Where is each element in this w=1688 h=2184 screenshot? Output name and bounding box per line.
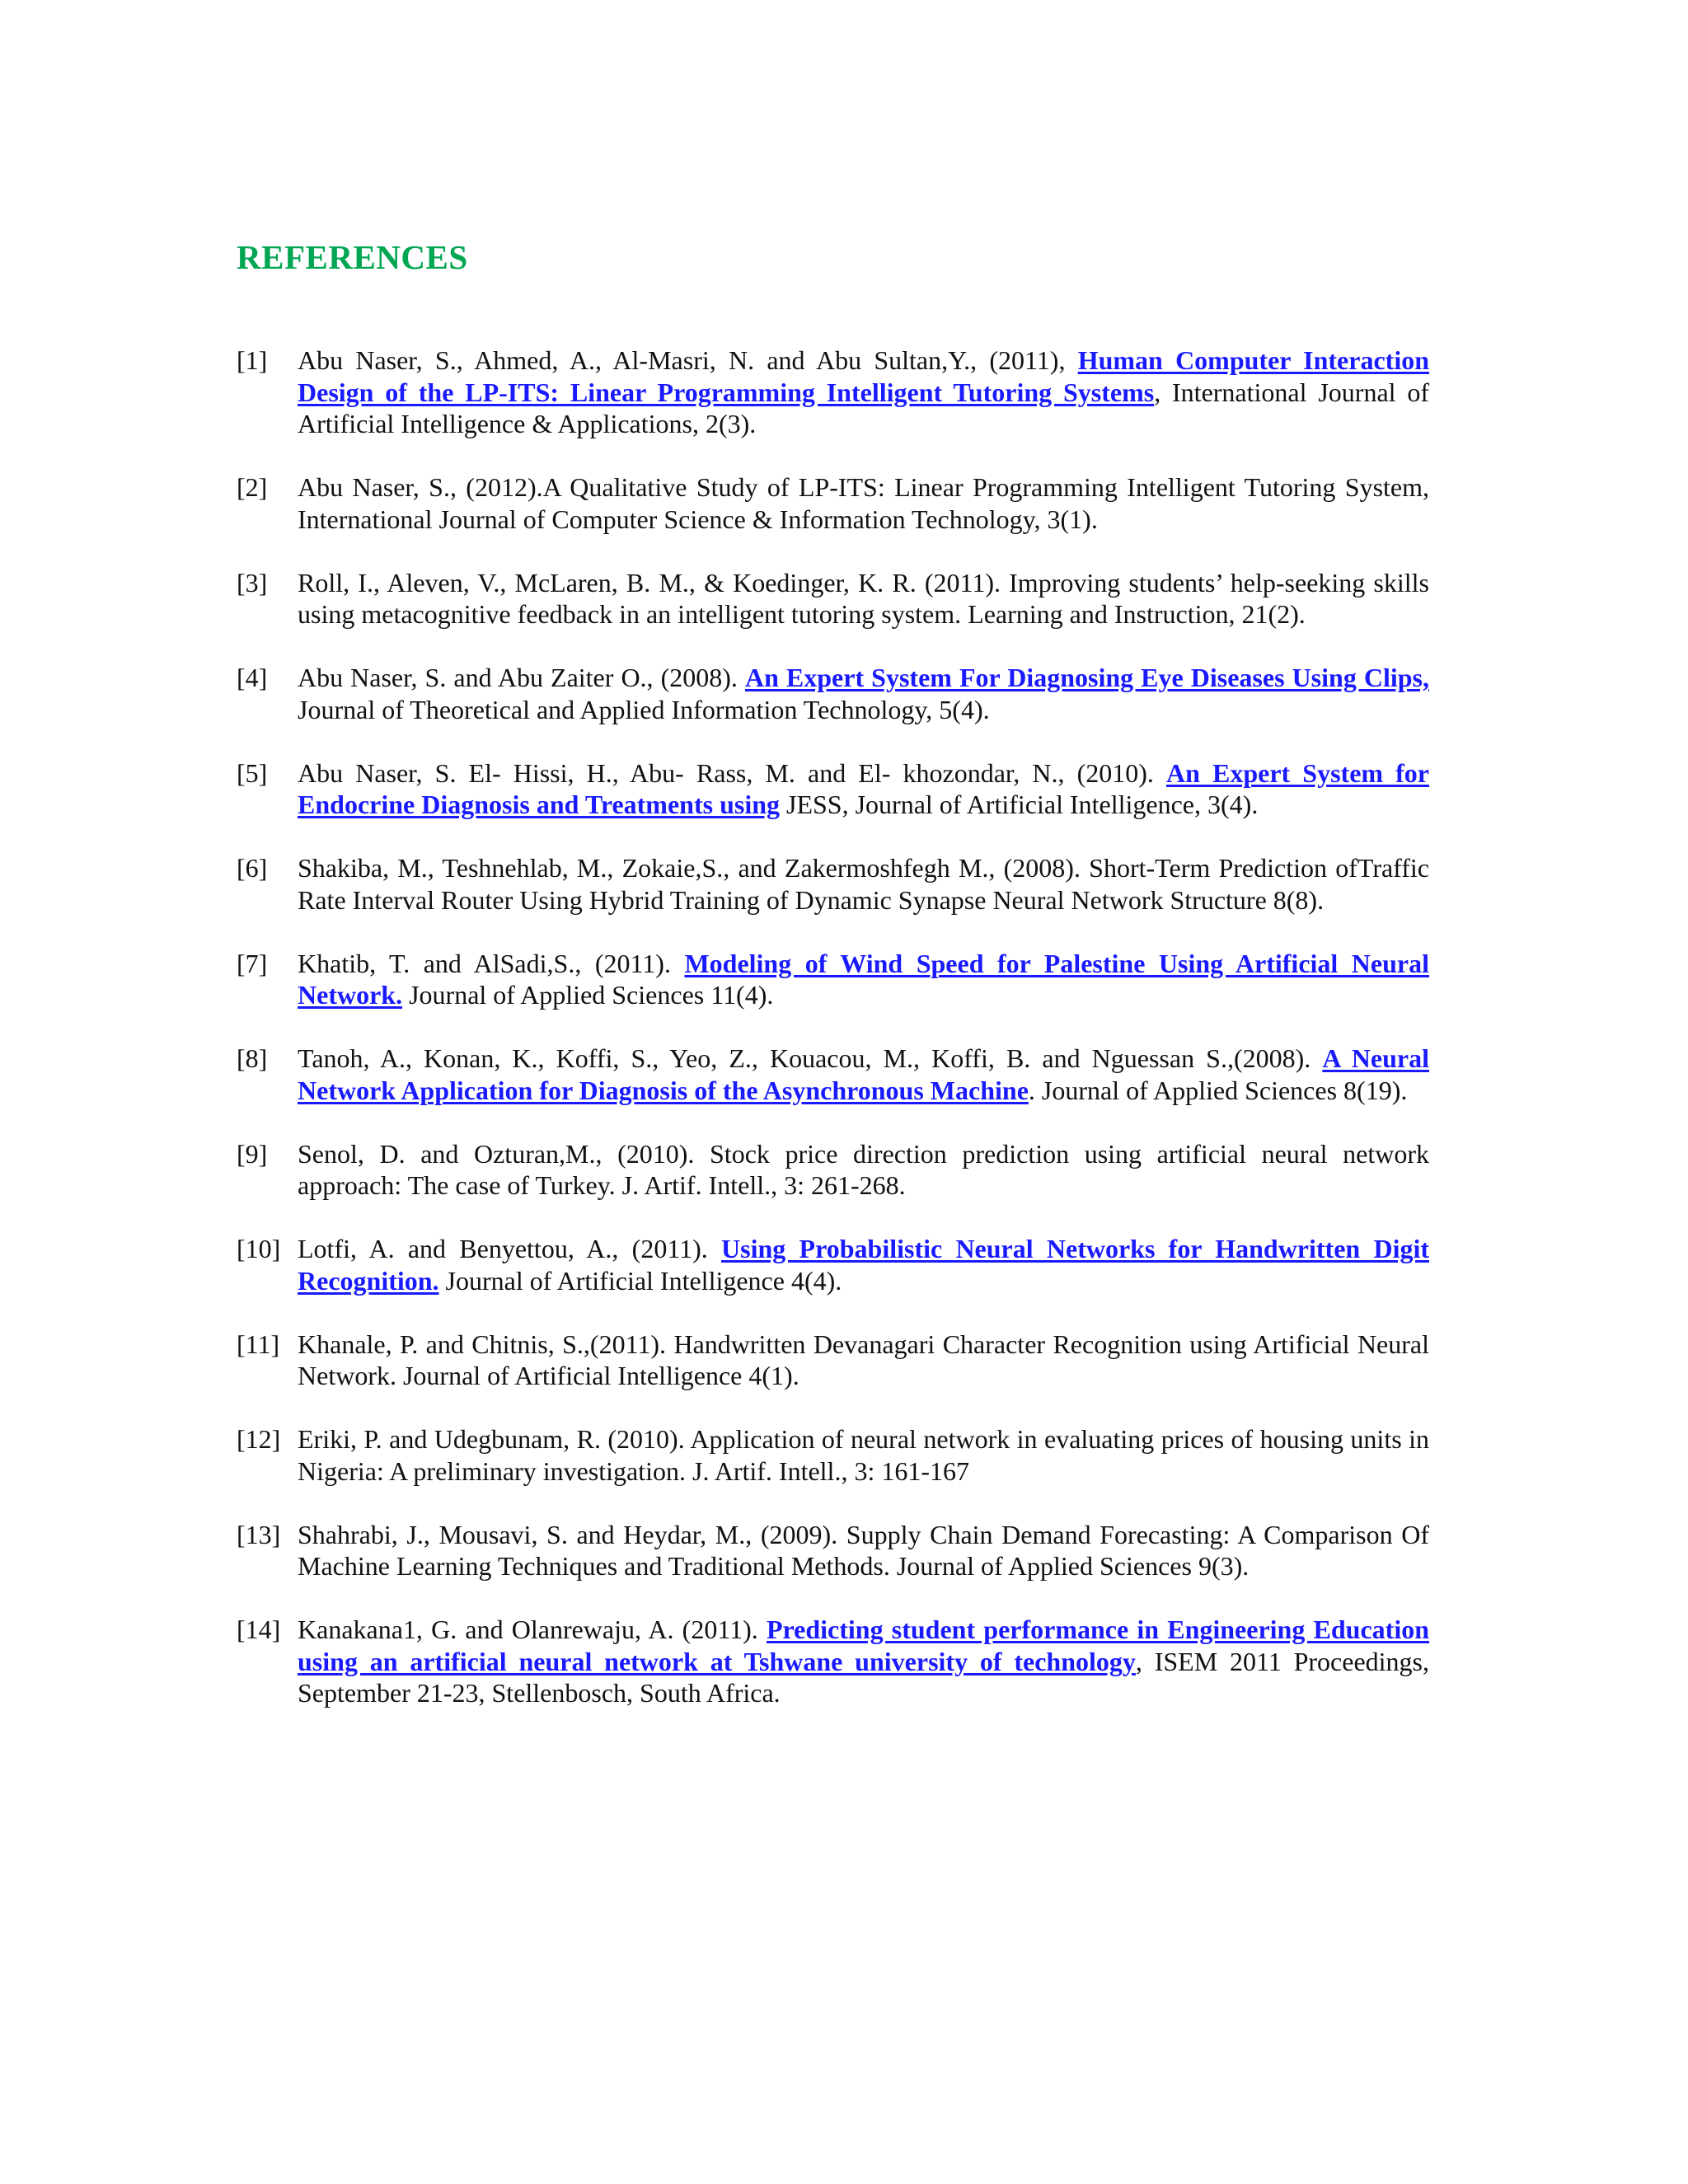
reference-text [298,1329,1429,1391]
reference-citation: Kanakana1, G. and Olanrewaju, A. (2011). [298,1615,767,1644]
reference-text [298,1234,1429,1296]
reference-text [298,472,1429,534]
reference-text [298,1043,1429,1105]
reference-number: [10] [237,1234,281,1263]
reference-item [237,1138,1429,1202]
reference-item [237,471,1429,535]
reference-number: [4] [237,663,268,692]
reference-source: , ISEM 2011 Proceedings, September 21-23, Stellenbosch, South Africa. [298,1646,1430,1708]
reference-citation: Shakiba, M., Teshnehlab, M., Zokaie,S., and Zakermoshfegh M., (2008). Short-Term Prediction ofTraffic Rate Interval Router Using Hybrid Training of Dynamic Synapse Neural Network Structure 8(8). [298,853,1429,915]
references-heading: REFERENCES [237,238,468,276]
reference-citation: Abu Naser, S., (2012).A Qualitative Study of LP-ITS: Linear Programming Intelligent Tutoring System, International Journal of Computer Science & Information Technology, 3(1). [298,472,1429,534]
reference-number: [14] [237,1615,281,1644]
reference-text [298,1139,1429,1201]
reference-item [237,1043,1429,1106]
reference-number: [1] [237,345,268,375]
reference-citation: Khanale, P. and Chitnis, S.,(2011). Handwritten Devanagari Character Recognition using Artificial Neural Network. Journal of Artificial Intelligence 4(1). [298,1329,1429,1390]
reference-list [237,344,1429,1741]
reference-text [298,1424,1429,1486]
reference-item [237,1614,1429,1709]
reference-citation: Abu Naser, S., Ahmed, A., Al-Masri, N. and Abu Sultan,Y., (2011), [298,345,1078,375]
reference-citation: Abu Naser, S. El- Hissi, H., Abu- Rass, M. and El- khozondar, N., (2010). [298,757,1166,788]
reference-source: Journal of Theoretical and Applied Information Technology, 5(4). [298,694,990,724]
reference-number: [3] [237,567,268,598]
reference-item [237,344,1429,440]
reference-item [237,1423,1429,1487]
reference-citation: Eriki, P. and Udegbunam, R. (2010). Application of neural network in evaluating prices of housing units in Nigeria: A preliminary investigation. J. Artif. Intell., 3: 161-167 [298,1424,1429,1486]
reference-citation: Khatib, T. and AlSadi,S., (2011). [298,948,685,978]
reference-text [298,568,1429,630]
reference-text [298,949,1429,1010]
reference-source: Journal of Artificial Intelligence 4(4). [438,1265,842,1296]
reference-item [237,662,1429,725]
reference-item [237,1329,1429,1392]
reference-number: [9] [237,1138,268,1169]
reference-number: [12] [237,1424,281,1454]
reference-citation: Senol, D. and Ozturan,M., (2010). Stock price direction prediction using artificial neural network approach: The case of Turkey. J. Artif. Intell., 3: 261-268. [298,1138,1429,1200]
reference-text [298,853,1429,915]
reference-item [237,567,1429,630]
reference-number: [6] [237,853,268,883]
reference-title-link[interactable]: Predicting student performance in Engineering Education using an artificial neural network at Tshwane university of technology [298,1615,1430,1676]
reference-source: . Journal of Applied Sciences 8(19). [1028,1075,1408,1105]
reference-text [298,1520,1429,1582]
reference-citation: Lotfi, A. and Benyettou, A., (2011). [298,1234,722,1263]
reference-number: [8] [237,1043,268,1073]
reference-text [298,1615,1429,1708]
reference-source: Journal of Applied Sciences 11(4). [402,980,774,1010]
reference-item [237,1519,1429,1582]
reference-title-link[interactable]: Using Probabilistic Neural Networks for Handwritten Digit Recognition. [298,1234,1430,1296]
reference-item [237,852,1429,916]
reference-text [298,663,1429,724]
reference-citation: Roll, I., Aleven, V., McLaren, B. M., & Koedinger, K. R. (2011). Improving students’ help-seeking skills using metacognitive feedback in an intelligent tutoring system. Learning and Instruction, 21(2). [298,567,1429,629]
reference-number: [5] [237,757,268,788]
reference-item [237,1233,1429,1296]
reference-title-link[interactable]: Modeling of Wind Speed for Palestine Using Artificial Neural Network. [298,948,1429,1010]
reference-title-link[interactable]: An Expert System for Endocrine Diagnosis and Treatments using [298,757,1430,819]
reference-source: , International Journal of Artificial Intelligence & Applications, 2(3). [298,377,1430,438]
reference-number: [13] [237,1519,281,1549]
reference-text [298,758,1429,820]
reference-number: [2] [237,472,268,502]
reference-text [298,345,1429,438]
reference-item [237,948,1429,1011]
reference-item [237,757,1429,821]
reference-number: [11] [237,1329,280,1359]
reference-source: JESS, Journal of Artificial Intelligence, 3(4). [780,790,1259,819]
reference-citation: Abu Naser, S. and Abu Zaiter O., (2008). [298,663,745,692]
reference-title-link[interactable]: An Expert System For Diagnosing Eye Diseases Using Clips, [744,663,1430,692]
reference-number: [7] [237,948,268,978]
reference-citation: Shahrabi, J., Mousavi, S. and Heydar, M., (2009). Supply Chain Demand Forecasting: A Comparison Of Machine Learning Techniques and Traditional Methods. Journal of Applied Sciences 9(3). [298,1519,1429,1581]
reference-citation: Tanoh, A., Konan, K., Koffi, S., Yeo, Z., Kouacou, M., Koffi, B. and Nguessan S.,(2008). [298,1043,1323,1073]
reference-title-link[interactable]: A Neural Network Application for Diagnosis of the Asynchronous Machine [298,1043,1430,1105]
reference-title-link[interactable]: Human Computer Interaction Design of the LP-ITS: Linear Programming Intelligent Tutoring Systems [298,345,1430,407]
